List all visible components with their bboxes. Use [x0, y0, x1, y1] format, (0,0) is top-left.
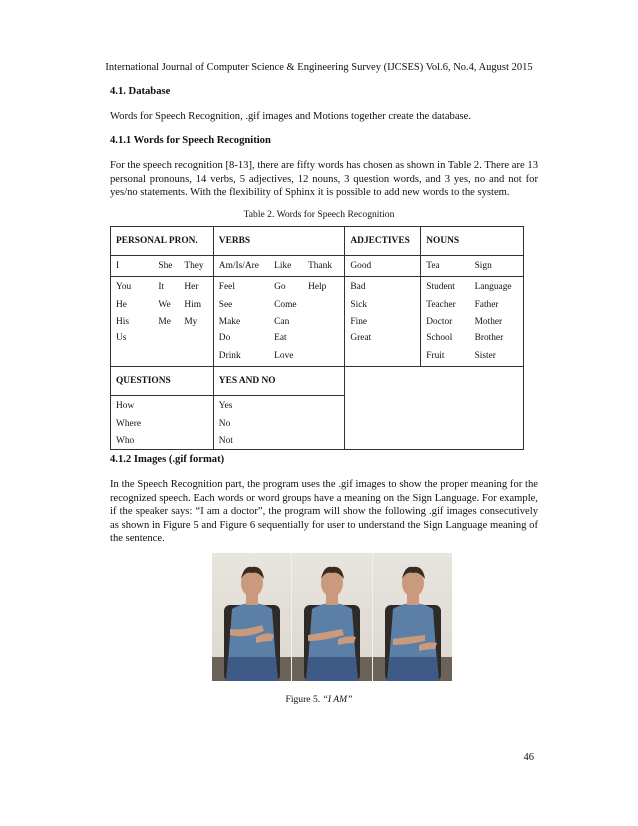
table-cell	[345, 346, 421, 367]
table-cell: I	[111, 256, 154, 277]
person-illustration	[292, 553, 371, 681]
running-header: International Journal of Computer Science & Engineering Survey (IJCSES) Vol.6, No.4, August 2015	[105, 62, 533, 73]
page-number: 46	[523, 752, 534, 763]
table-cell	[303, 346, 345, 367]
table-cell: Where	[111, 416, 214, 432]
header-questions: QUESTIONS	[111, 367, 214, 396]
table-cell: Fine	[345, 313, 421, 329]
header-verbs: VERBS	[213, 227, 345, 256]
table-cell: Can	[274, 316, 290, 327]
table-cell: Me	[158, 316, 171, 327]
table-cell: Tea	[421, 256, 470, 277]
figure-caption	[0, 694, 638, 705]
header-adjectives: ADJECTIVES	[345, 227, 421, 256]
table-cell: Help	[308, 282, 327, 292]
paragraph-4-1-1: For the speech recognition [8-13], there are fifty words has chosen as shown in Table 2. There are 13 personal pronouns, 14 verbs, 5 adjectives, 12 nouns, 3 question words, and 3 yes, no and not for yes/no statements. With the flexibility of Sphinx it is possible to add new words to the system.	[110, 160, 538, 198]
table-cell: Sign	[470, 256, 524, 277]
table-cell	[179, 330, 213, 346]
table-cell: Him	[184, 300, 202, 311]
paragraph-4-1-2: In the Speech Recognition part, the program uses the .gif images to show the proper meaning for the recognized speech. Each words or word groups have a meaning on the Sign Language. For example, if the speaker says: “I am a doctor”, the program will show the following .gif images consecutively as shown in Figure 5 and Figure 6 sequentially for user to understand the Sign Language meaning of the sentence.	[110, 479, 538, 544]
header-pronouns: PERSONAL PRON.	[111, 227, 214, 256]
heading-4-1-1: 4.1.1 Words for Speech Recognition	[110, 135, 271, 146]
sign-photo-1	[212, 553, 291, 681]
table-cell: Fruit	[421, 346, 470, 367]
heading-4-1-2: 4.1.2 Images (.gif format)	[110, 454, 225, 465]
table-cell	[303, 313, 345, 329]
table-cell: Sister	[470, 346, 524, 367]
table-cell: We	[158, 300, 171, 311]
table-cell: Thank	[303, 256, 345, 277]
table-cell: She	[153, 256, 179, 277]
header-yes-and-no: YES AND NO	[213, 367, 345, 396]
paragraph-4-1: Words for Speech Recognition, .gif images and Motions together create the database.	[110, 111, 471, 122]
table-cell: Am/Is/Are	[213, 256, 269, 277]
table-cell: Teacher	[421, 297, 470, 313]
table-cell: Sick	[345, 297, 421, 313]
table-cell	[179, 346, 213, 367]
table-cell: Yes	[213, 396, 345, 417]
table-cell: Us	[111, 330, 154, 346]
table-cell: Great	[345, 330, 421, 346]
person-illustration	[373, 553, 452, 681]
table-cell	[111, 346, 154, 367]
table-cell: How	[111, 396, 214, 417]
table-cell: He	[111, 297, 154, 313]
table-cell: Father	[470, 297, 524, 313]
header-nouns: NOUNS	[421, 227, 524, 256]
table-cell: See	[213, 297, 269, 313]
empty-cell	[345, 367, 524, 450]
table-cell: Language	[470, 277, 524, 298]
table-cell: Good	[345, 256, 421, 277]
table-cell: School	[421, 330, 470, 346]
table-cell: Love	[269, 346, 303, 367]
figure-caption-quote: “I AM”	[322, 694, 353, 705]
heading-4-1: 4.1. Database	[110, 86, 171, 97]
table-cell: Make	[213, 313, 269, 329]
table-cell: Student	[421, 277, 470, 298]
table-cell: Drink	[213, 346, 269, 367]
table-cell: Come	[274, 300, 297, 311]
table-cell: Like	[269, 256, 303, 277]
table-cell: Eat	[274, 332, 287, 343]
table-cell: Bad	[345, 277, 421, 298]
table-cell: No	[213, 416, 345, 432]
table-cell: My	[184, 316, 198, 327]
figure-5-photos	[212, 553, 452, 681]
table-cell: Mother	[470, 313, 524, 329]
table-cell: Doctor	[421, 313, 470, 329]
table-cell: Not	[213, 433, 345, 450]
table-caption: Table 2. Words for Speech Recognition	[243, 209, 395, 220]
table-cell: Feel	[213, 277, 269, 298]
table-cell: Brother	[470, 330, 524, 346]
table-cell: They	[179, 256, 213, 277]
table-cell	[153, 346, 179, 367]
table-cell: Who	[111, 433, 214, 450]
person-illustration	[212, 553, 291, 681]
sign-photo-3	[372, 553, 452, 681]
table-cell: Do	[213, 330, 269, 346]
sign-photo-2	[291, 553, 371, 681]
table-cell: Go	[274, 282, 286, 292]
table-cell: Her	[184, 282, 199, 292]
figure-caption-label: Figure 5.	[285, 694, 323, 705]
table-cell: It	[158, 282, 165, 292]
table-cell	[303, 330, 345, 346]
table-cell	[153, 330, 179, 346]
table-cell	[303, 297, 345, 313]
words-table	[110, 226, 524, 450]
table-cell: You	[111, 277, 154, 298]
table-cell: His	[111, 313, 154, 329]
